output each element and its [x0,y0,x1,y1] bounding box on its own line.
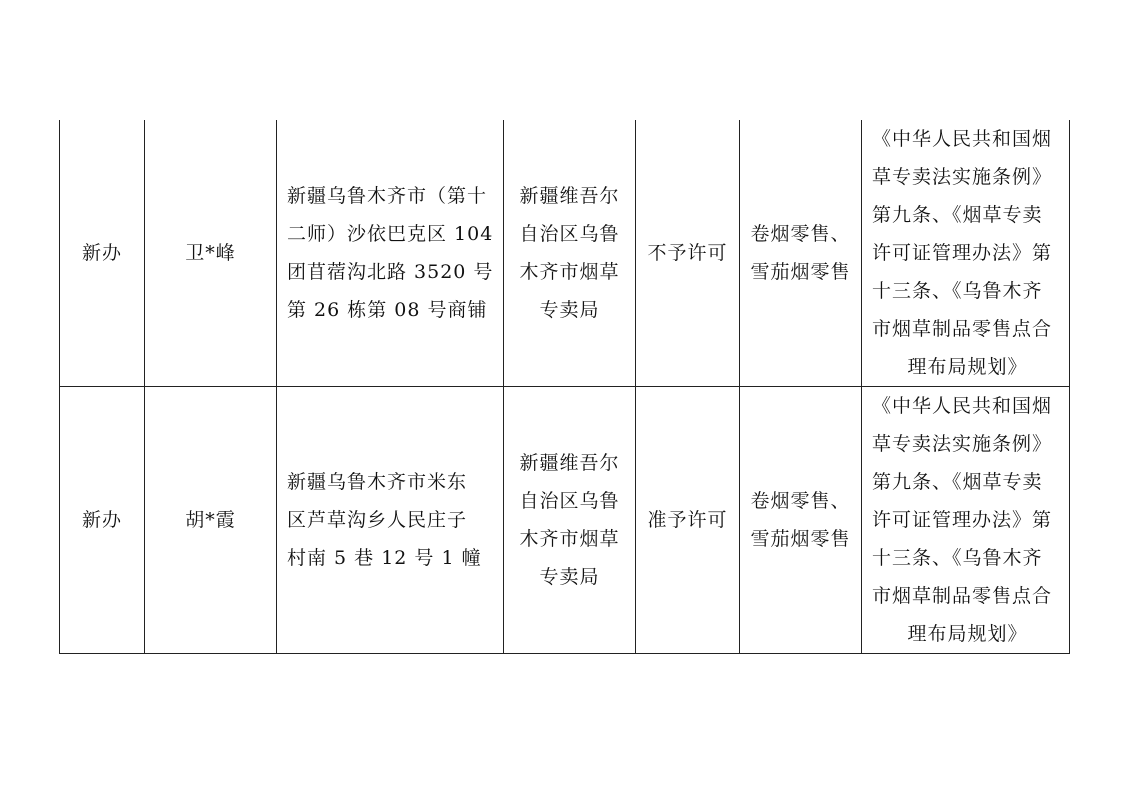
authority-line: 新疆维吾尔 [519,185,620,207]
basis-line: 草专卖法实施条例》 [872,166,1053,188]
address-line: 第 26 栋第 08 号商铺 [287,299,488,321]
basis-line: 十三条、《乌鲁木齐 [872,547,1043,569]
business-address-cell [277,387,504,654]
scope-cell [740,387,862,654]
authority-line: 专卖局 [539,566,600,588]
authority-cell [504,387,636,654]
decision-result: 不予许可 [647,242,728,264]
basis-line: 市烟草制品零售点合 [872,585,1053,607]
basis-line: 许可证管理办法》第 [872,509,1053,531]
basis-line: 第九条、《烟草专卖 [872,471,1043,493]
basis-line: 草专卖法实施条例》 [872,433,1053,455]
application-type-cell [60,120,145,387]
basis-line: 《中华人民共和国烟 [872,128,1053,150]
applicant-name-cell [145,120,277,387]
table-row [60,120,1070,387]
scope-line: 雪茄烟零售 [750,261,851,283]
decision-cell [636,387,740,654]
authority-line: 专卖局 [539,299,600,321]
authority-line: 新疆维吾尔 [519,452,620,474]
authority-line: 自治区乌鲁 [519,490,620,512]
application-type: 新办 [81,509,122,531]
basis-line: 《中华人民共和国烟 [872,395,1053,417]
basis-line: 理布局规划》 [907,356,1028,378]
applicant-name: 胡*霞 [185,509,236,531]
applicant-name: 卫*峰 [185,242,236,264]
legal-basis-cell [862,387,1070,654]
application-type: 新办 [81,242,122,264]
address-line: 新疆乌鲁木齐市（第十 [287,185,488,207]
scope-line: 雪茄烟零售 [750,528,851,550]
legal-basis-cell [862,120,1070,387]
address-line: 村南 5 巷 12 号 1 幢 [287,547,482,569]
address-line: 二师）沙依巴克区 104 [287,223,494,245]
basis-line: 许可证管理办法》第 [872,242,1053,264]
address-line: 区芦草沟乡人民庄子 [287,509,468,531]
address-line: 新疆乌鲁木齐市米东 [287,471,468,493]
address-line: 团苜蓿沟北路 3520 号 [287,261,494,283]
decision-cell [636,120,740,387]
application-type-cell [60,387,145,654]
authority-line: 木齐市烟草 [519,528,620,550]
authority-line: 自治区乌鲁 [519,223,620,245]
scope-cell [740,120,862,387]
legal-basis-text [872,120,1063,386]
applicant-name-cell [145,387,277,654]
authority-line: 木齐市烟草 [519,261,620,283]
basis-line: 理布局规划》 [907,623,1028,645]
basis-line: 十三条、《乌鲁木齐 [872,280,1043,302]
legal-basis-text [872,387,1063,653]
basis-line: 第九条、《烟草专卖 [872,204,1043,226]
basis-line: 市烟草制品零售点合 [872,318,1053,340]
scope-line: 卷烟零售、 [750,490,851,512]
decision-result: 准予许可 [647,509,728,531]
table-row [60,387,1070,654]
license-decision-table [59,120,1070,654]
business-address-cell [277,120,504,387]
scope-line: 卷烟零售、 [750,223,851,245]
authority-cell [504,120,636,387]
